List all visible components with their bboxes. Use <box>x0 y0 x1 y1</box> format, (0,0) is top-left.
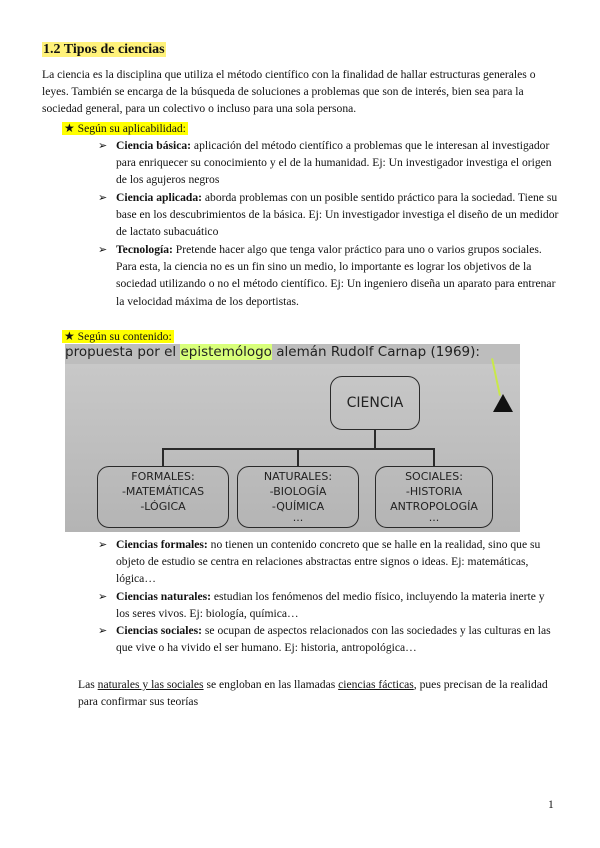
section-heading-contenido: ★ Según su contenido: <box>64 329 172 343</box>
arrow-bullet-icon: ➢ <box>98 538 108 551</box>
closing-paragraph: Las naturales y las sociales se engloban en las llamadas ciencias fácticas, pues precisan de la realidad para confirmar sus teorías <box>78 678 548 709</box>
section-heading-aplicabilidad: ★ Según su aplicabilidad: <box>64 121 186 135</box>
arrow-bullet-icon: ➢ <box>98 191 108 204</box>
page-number: 1 <box>548 798 554 811</box>
triangle-icon <box>493 394 513 412</box>
arrow-bullet-icon: ➢ <box>98 243 108 256</box>
diagram-box-sociales: SOCIALES: -HISTORIA ANTROPOLOGÍA ... <box>375 466 493 528</box>
arrow-bullet-icon: ➢ <box>98 624 108 637</box>
photo-caption: propuesta por el epistemólogo alemán Rudolf Carnap (1969): <box>65 344 480 360</box>
star-icon: ★ <box>64 329 75 343</box>
diagram-box-formales: FORMALES: -MATEMÁTICAS -LÓGICA <box>97 466 229 528</box>
intro-paragraph: La ciencia es la disciplina que utiliza el método científico con la finalidad de hallar estructuras generales o leyes. También se encarga de la búsqueda de soluciones a problemas que son de interés, bien sea para la sociedad general, para un colectivo o incluso para una sola persona. <box>42 68 536 116</box>
star-icon: ★ <box>64 121 75 135</box>
arrow-bullet-icon: ➢ <box>98 590 108 603</box>
diagram-box-naturales: NATURALES: -BIOLOGÍA -QUÍMICA ... <box>237 466 359 528</box>
diagram-root-ciencia: CIENCIA <box>330 376 420 430</box>
section-title: 1.2 Tipos de ciencias <box>43 42 165 57</box>
arrow-bullet-icon: ➢ <box>98 139 108 152</box>
diagram-photo <box>65 344 520 532</box>
